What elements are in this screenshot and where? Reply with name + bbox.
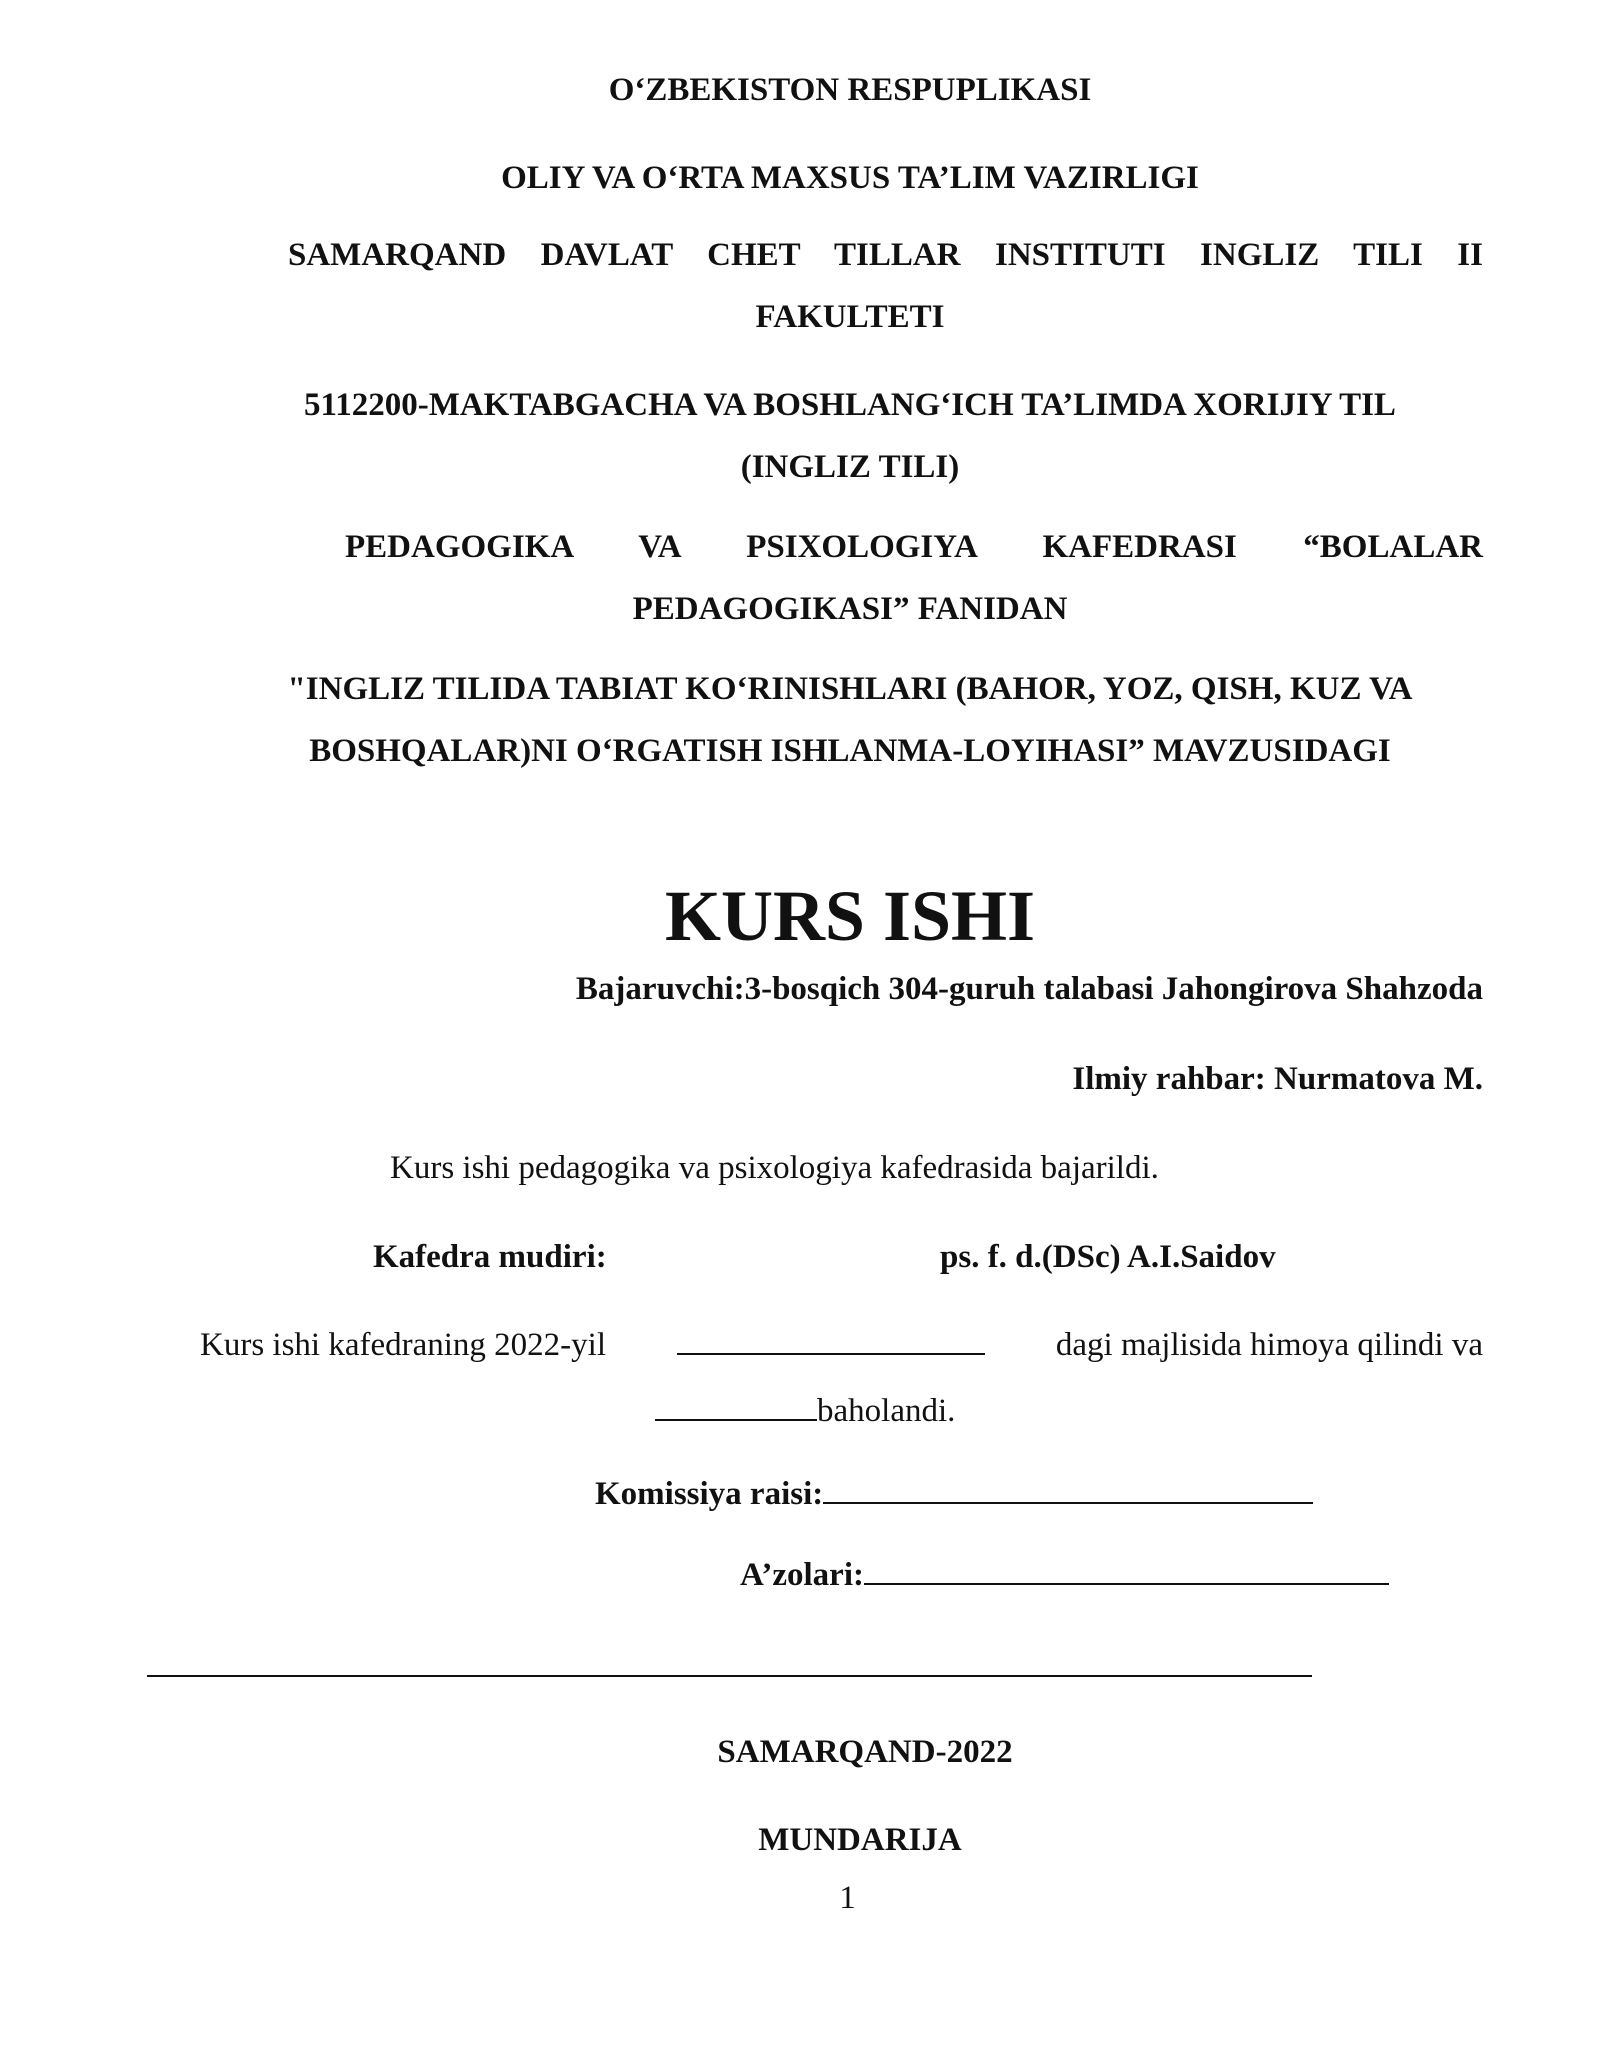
- defense-text-start: Kurs ishi kafedraning 2022-yil: [200, 1327, 607, 1363]
- specialty-heading-line1: 5112200-MAKTABGACHA VA BOSHLANG‘ICH TA’LIMDA XORIJIY TIL: [304, 387, 1396, 423]
- document-title: KURS ISHI: [664, 876, 1036, 956]
- defense-line2-text: baholandi.: [817, 1393, 956, 1429]
- supervisor-line: Ilmiy rahbar: Nurmatova M.: [1072, 1061, 1483, 1097]
- ministry-heading: OLIY VA O‘RTA MAXSUS TA’LIM VAZIRLIGI: [501, 160, 1199, 196]
- topic-heading-line1: "INGLIZ TILIDA TABIAT KO‘RINISHLARI (BAHOR, YOZ, QISH, KUZ VA: [287, 671, 1413, 707]
- topic-heading-line2: BOSHQALAR)NI O‘RGATISH ISHLANMA-LOYIHASI” MAVZUSIDAGI: [309, 733, 1391, 769]
- department-heading-line2: PEDAGOGIKASI” FANIDAN: [632, 591, 1068, 627]
- commission-chair: [595, 1474, 1313, 1514]
- completed-note: Kurs ishi pedagogika va psixologiya kafedrasida bajarildi.: [390, 1150, 1159, 1186]
- members-signature-blank: [864, 1579, 1389, 1585]
- republic-heading: O‘ZBEKISTON RESPUPLIKASI: [608, 72, 1092, 108]
- performer-line: Bajaruvchi:3-bosqich 304-guruh talabasi Jahongirova Shahzoda: [575, 971, 1483, 1007]
- city-year: SAMARQAND-2022: [717, 1734, 1013, 1770]
- head-label: Kafedra mudiri:: [373, 1239, 607, 1275]
- date-blank: [677, 1349, 985, 1355]
- department-heading-line1: PEDAGOGIKA VA PSIXOLOGIYA KAFEDRASI “BOLALAR: [345, 529, 1483, 565]
- defense-line2: [655, 1391, 955, 1431]
- commission-members-label: A’zolari:: [740, 1557, 864, 1593]
- defense-text-end: dagi majlisida himoya qilindi va: [1055, 1327, 1483, 1363]
- page-number: 1: [839, 1880, 856, 1916]
- institute-heading-line2: FAKULTETI: [755, 299, 945, 335]
- specialty-heading-line2: (INGLIZ TILI): [740, 449, 960, 485]
- separator-line: [147, 1675, 1312, 1677]
- grade-blank: [655, 1415, 817, 1421]
- defense-line1: [200, 1325, 1483, 1365]
- commission-chair-label: Komissiya raisi:: [595, 1476, 824, 1512]
- head-name: ps. f. d.(DSc) A.I.Saidov: [940, 1239, 1276, 1275]
- institute-heading-line1: SAMARQAND DAVLAT CHET TILLAR INSTITUTI INGLIZ TILI II: [288, 237, 1483, 273]
- chair-signature-blank: [823, 1498, 1313, 1504]
- contents-heading: MUNDARIJA: [758, 1822, 962, 1858]
- commission-members: [740, 1555, 1389, 1595]
